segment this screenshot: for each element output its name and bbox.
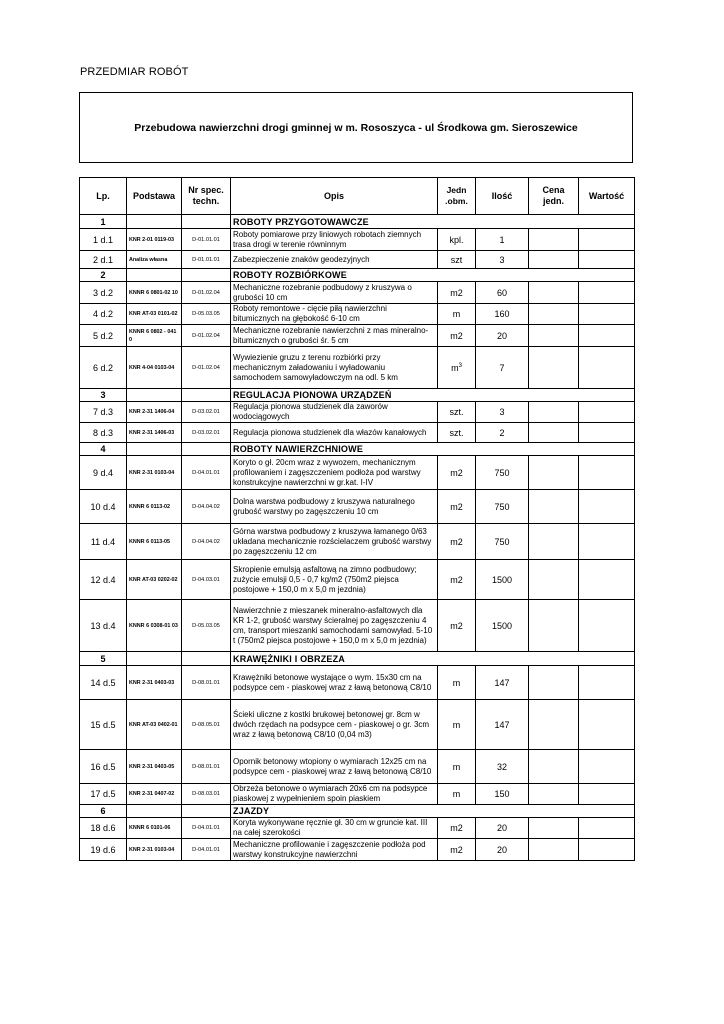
item-opis: Wywiezienie gruzu z terenu rozbiórki przy mechanicznym załadowaniu i wyładowaniu samochodem samowyładowczym na odl. 5 km (231, 347, 438, 389)
item-nr-spec: D-01.02.04 (182, 347, 231, 389)
item-cena (529, 423, 579, 443)
item-podstawa: KNR 2-31 0403-03 (127, 666, 182, 700)
item-opis: Krawężniki betonowe wystające o wym. 15x30 cm na podsypce cem - piaskowej wraz z ławą betonową C8/10 (231, 666, 438, 700)
item-nr-spec: D-01.01.01 (182, 229, 231, 251)
section-title: ROBOTY NAWIERZCHNIOWE (231, 443, 635, 456)
item-opis: Nawierzchnie z mieszanek mineralno-asfaltowych dla KR 1-2, grubość warstwy ścieralnej po zagęszczeniu 4 cm, transport mieszanki samochodami samowyład. 5-10 t (750m2 piejsca postojowe + 150,0 m x 5,0 m jezdnia) (231, 600, 438, 652)
item-nr-spec: D-04.03.01 (182, 560, 231, 600)
item-lp: 13 d.4 (80, 600, 127, 652)
item-podstawa: KNR 2-31 0103-04 (127, 456, 182, 490)
section-nr-cell (182, 805, 231, 818)
item-jedn-text: m (452, 677, 461, 688)
item-wartosc (579, 818, 635, 839)
table-row (80, 304, 635, 325)
item-wartosc (579, 666, 635, 700)
item-jedn (438, 524, 476, 560)
item-wartosc (579, 600, 635, 652)
item-jedn (438, 229, 476, 251)
section-row (80, 269, 635, 282)
item-podstawa: KNNR 6 0802 - 0410 (127, 325, 182, 347)
item-ilosc: 20 (476, 818, 529, 839)
item-jedn-text: m2 (450, 501, 463, 512)
item-cena (529, 490, 579, 524)
section-nr-cell (182, 443, 231, 456)
item-ilosc: 1 (476, 229, 529, 251)
item-opis: Roboty remontowe - cięcie piłą nawierzchni bitumicznych na głębokość 6-10 cm (231, 304, 438, 325)
item-ilosc: 750 (476, 490, 529, 524)
section-podstawa-cell (127, 805, 182, 818)
item-podstawa: KNR 2-01 0119-03 (127, 229, 182, 251)
item-jedn (438, 818, 476, 839)
item-wartosc (579, 423, 635, 443)
item-jedn-text: m2 (450, 330, 463, 341)
table-row (80, 560, 635, 600)
table-row (80, 524, 635, 560)
item-nr-spec: D-08.01.01 (182, 666, 231, 700)
item-cena (529, 304, 579, 325)
project-title: Przebudowa nawierzchni drogi gminnej w m. Rososzyca - ul Środkowa gm. Sieroszewice (134, 121, 578, 134)
item-wartosc (579, 251, 635, 269)
item-ilosc: 3 (476, 402, 529, 423)
item-ilosc: 1500 (476, 560, 529, 600)
item-wartosc (579, 784, 635, 805)
item-ilosc: 20 (476, 325, 529, 347)
item-cena (529, 666, 579, 700)
item-opis: Koryto o gł. 20cm wraz z wywozem, mechanicznym profilowaniem i zagęszczeniem podłoża pod warstwy konstrukcyjne nawierzchni w gr.kat. I-IV (231, 456, 438, 490)
item-opis: Górna warstwa podbudowy z kruszywa łamanego 0/63 układana mechanicznie rozścielaczem grubość warstwy po zagęszczeniu 12 cm (231, 524, 438, 560)
item-podstawa: KNR 4-04 0103-04 (127, 347, 182, 389)
item-opis: Roboty pomiarowe przy liniowych robotach ziemnych trasa drogi w terenie równinnym (231, 229, 438, 251)
item-wartosc (579, 282, 635, 304)
section-title: ZJAZDY (231, 805, 635, 818)
table-row (80, 347, 635, 389)
item-lp: 12 d.4 (80, 560, 127, 600)
item-jedn-text: m (452, 719, 461, 730)
item-ilosc: 3 (476, 251, 529, 269)
item-opis: Regulacja pionowa studzienek dla zaworów wodociągowych (231, 402, 438, 423)
item-nr-spec: D-01.01.01 (182, 251, 231, 269)
item-jedn (438, 839, 476, 861)
section-number: 1 (80, 215, 127, 229)
item-lp: 8 d.3 (80, 423, 127, 443)
header-jedn-line1: Jedn (446, 185, 467, 195)
section-nr-cell (182, 652, 231, 666)
header-cena-line1: Cena (542, 185, 565, 195)
item-wartosc (579, 304, 635, 325)
item-wartosc (579, 229, 635, 251)
item-jedn (438, 282, 476, 304)
item-podstawa: KNR AT-03 0101-02 (127, 304, 182, 325)
item-wartosc (579, 347, 635, 389)
table-row (80, 423, 635, 443)
section-podstawa-cell (127, 269, 182, 282)
section-nr-cell (182, 215, 231, 229)
item-podstawa: KNNR 6 0308-01 03 (127, 600, 182, 652)
section-row (80, 443, 635, 456)
item-cena (529, 251, 579, 269)
project-title-box (79, 92, 633, 163)
item-cena (529, 818, 579, 839)
item-opis: Obrzeża betonowe o wymiarach 20x6 cm na podsypce piaskowej z wypełnieniem spoin piaskiem (231, 784, 438, 805)
item-nr-spec: D-05.03.05 (182, 600, 231, 652)
item-cena (529, 325, 579, 347)
table-row (80, 750, 635, 784)
item-cena (529, 700, 579, 750)
table-row (80, 839, 635, 861)
item-podstawa: KNR 2-31 0103-04 (127, 839, 182, 861)
item-opis: Opornik betonowy wtopiony o wymiarach 12x25 cm na podsypce cem - piaskowej wraz z ławą betonową C8/10 (231, 750, 438, 784)
item-jedn (438, 402, 476, 423)
table-row (80, 700, 635, 750)
item-jedn-text: szt (450, 254, 463, 265)
item-opis: Mechaniczne rozebranie nawierzchni z mas mineralno- bitumicznych o grubości śr. 5 cm (231, 325, 438, 347)
item-nr-spec: D-04.01.01 (182, 456, 231, 490)
item-lp: 2 d.1 (80, 251, 127, 269)
table-row (80, 229, 635, 251)
section-title: ROBOTY PRZYGOTOWAWCZE (231, 215, 635, 229)
item-wartosc (579, 490, 635, 524)
item-cena (529, 402, 579, 423)
item-lp: 7 d.3 (80, 402, 127, 423)
item-jedn-text: m2 (450, 574, 463, 585)
bill-of-quantities-table (79, 177, 635, 861)
item-ilosc: 147 (476, 700, 529, 750)
item-opis: Mechaniczne rozebranie podbudowy z kruszywa o grubości 10 cm (231, 282, 438, 304)
item-cena (529, 347, 579, 389)
item-jedn (438, 784, 476, 805)
item-nr-spec: D-08.05.01 (182, 700, 231, 750)
item-nr-spec: D-04.01.01 (182, 839, 231, 861)
item-jedn (438, 666, 476, 700)
item-lp: 10 d.4 (80, 490, 127, 524)
item-cena (529, 600, 579, 652)
item-opis: Ścieki uliczne z kostki brukowej betonowej gr. 8cm w dwóch rzędach na podsypce cem - piaskowej o gr. 3cm wraz z ławą betonową C8/10 (0,04 m3) (231, 700, 438, 750)
item-wartosc (579, 402, 635, 423)
header-cena (529, 178, 579, 215)
header-jedn (438, 178, 476, 215)
item-lp: 6 d.2 (80, 347, 127, 389)
item-lp: 9 d.4 (80, 456, 127, 490)
item-jedn-text: m2 (450, 536, 463, 547)
header-wartosc: Wartość (579, 178, 635, 215)
item-lp: 14 d.5 (80, 666, 127, 700)
item-wartosc (579, 700, 635, 750)
item-wartosc (579, 456, 635, 490)
item-wartosc (579, 524, 635, 560)
item-nr-spec: D-03.02.01 (182, 402, 231, 423)
table-row (80, 456, 635, 490)
item-ilosc: 1500 (476, 600, 529, 652)
section-nr-cell (182, 389, 231, 402)
item-nr-spec: D-05.03.05 (182, 304, 231, 325)
header-nr-spec-line1: Nr spec. (188, 185, 224, 195)
item-jedn (438, 490, 476, 524)
item-ilosc: 7 (476, 347, 529, 389)
item-podstawa: KNR 2-31 0407-02 (127, 784, 182, 805)
table-row (80, 600, 635, 652)
table-row (80, 282, 635, 304)
section-row (80, 652, 635, 666)
item-ilosc: 20 (476, 839, 529, 861)
item-podstawa: Analiza własna (127, 251, 182, 269)
section-podstawa-cell (127, 215, 182, 229)
section-title: ROBOTY ROZBIÓRKOWE (231, 269, 635, 282)
item-ilosc: 32 (476, 750, 529, 784)
item-jedn (438, 423, 476, 443)
section-title: KRAWĘŻNIKI I OBRZEZA (231, 652, 635, 666)
item-jedn-text: m (452, 309, 461, 319)
item-lp: 3 d.2 (80, 282, 127, 304)
item-podstawa: KNR AT-03 0202-02 (127, 560, 182, 600)
section-podstawa-cell (127, 389, 182, 402)
item-jedn-text: szt. (449, 407, 464, 417)
item-jedn (438, 456, 476, 490)
item-jedn-text: m (451, 362, 459, 373)
item-lp: 5 d.2 (80, 325, 127, 347)
table-row (80, 325, 635, 347)
item-jedn (438, 600, 476, 652)
item-wartosc (579, 325, 635, 347)
item-opis: Skropienie emulsją asfaltową na zimno podbudowy; zużycie emulsji 0,5 - 0,7 kg/m2 (750m2 piejsca postojowe + 150,0 m x 5,0 m jezdnia) (231, 560, 438, 600)
item-ilosc: 60 (476, 282, 529, 304)
section-row (80, 805, 635, 818)
item-podstawa: KNNR 6 0113-05 (127, 524, 182, 560)
item-opis: Mechaniczne profilowanie i zagęszczenie podłoża pod warstwy konstrukcyjne nawierzchni (231, 839, 438, 861)
item-jedn (438, 700, 476, 750)
item-ilosc: 750 (476, 456, 529, 490)
table-row (80, 784, 635, 805)
item-lp: 4 d.2 (80, 304, 127, 325)
item-lp: 17 d.5 (80, 784, 127, 805)
item-jedn (438, 347, 476, 389)
item-cena (529, 839, 579, 861)
table-body (80, 215, 635, 861)
item-podstawa: KNR AT-03 0402-01 (127, 700, 182, 750)
item-ilosc: 150 (476, 784, 529, 805)
section-row (80, 215, 635, 229)
item-jedn (438, 251, 476, 269)
item-wartosc (579, 750, 635, 784)
item-nr-spec: D-04.04.02 (182, 490, 231, 524)
section-podstawa-cell (127, 652, 182, 666)
item-wartosc (579, 560, 635, 600)
section-title: REGULACJA PIONOWA URZĄDZEŃ (231, 389, 635, 402)
header-ilosc: Ilość (476, 178, 529, 215)
header-podstawa: Podstawa (127, 178, 182, 215)
item-podstawa: KNR 2-31 0403-05 (127, 750, 182, 784)
item-nr-spec: D-04.01.01 (182, 818, 231, 839)
item-cena (529, 282, 579, 304)
item-nr-spec: D-01.02.04 (182, 325, 231, 347)
item-jedn-text: szt. (449, 427, 464, 438)
item-jedn-text: m2 (450, 823, 463, 833)
item-lp: 15 d.5 (80, 700, 127, 750)
item-jedn (438, 560, 476, 600)
item-jedn-exponent: 3 (458, 362, 462, 369)
item-opis: Regulacja pionowa studzienek dla włazów kanałowych (231, 423, 438, 443)
item-ilosc: 147 (476, 666, 529, 700)
section-number: 6 (80, 805, 127, 818)
item-lp: 16 d.5 (80, 750, 127, 784)
item-cena (529, 229, 579, 251)
item-jedn-text: m (452, 761, 461, 772)
item-cena (529, 456, 579, 490)
item-jedn (438, 304, 476, 325)
item-nr-spec: D-04.04.02 (182, 524, 231, 560)
header-nr-spec-line2: techn. (192, 196, 220, 206)
item-lp: 11 d.4 (80, 524, 127, 560)
item-jedn-text: m (452, 789, 461, 799)
header-nr-spec (182, 178, 231, 215)
item-nr-spec: D-03.02.01 (182, 423, 231, 443)
item-jedn (438, 750, 476, 784)
item-podstawa: KNR 2-31 1406-03 (127, 423, 182, 443)
header-opis: Opis (231, 178, 438, 215)
item-wartosc (579, 839, 635, 861)
item-jedn-text: kpl. (449, 234, 464, 245)
table-row (80, 666, 635, 700)
table-row (80, 818, 635, 839)
header-jedn-line2: .obm. (445, 196, 468, 206)
item-nr-spec: D-01.02.04 (182, 282, 231, 304)
table-row (80, 251, 635, 269)
item-lp: 18 d.6 (80, 818, 127, 839)
item-cena (529, 560, 579, 600)
item-podstawa: KNNR 6 0113-02 (127, 490, 182, 524)
item-jedn-text: m2 (450, 844, 463, 855)
item-cena (529, 524, 579, 560)
table-header-row (80, 178, 635, 215)
section-row (80, 389, 635, 402)
item-opis: Koryta wykonywane ręcznie gł. 30 cm w gruncie kat. III na całej szerokości (231, 818, 438, 839)
section-number: 5 (80, 652, 127, 666)
item-cena (529, 784, 579, 805)
item-podstawa: KNNR 6 0801-02 10 (127, 282, 182, 304)
table-row (80, 490, 635, 524)
item-opis: Zabezpieczenie znaków geodezyjnych (231, 251, 438, 269)
item-ilosc: 750 (476, 524, 529, 560)
item-jedn-text: m2 (450, 620, 463, 631)
section-number: 4 (80, 443, 127, 456)
table-row (80, 402, 635, 423)
item-nr-spec: D-08.03.01 (182, 784, 231, 805)
header-lp: Lp. (80, 178, 127, 215)
section-podstawa-cell (127, 443, 182, 456)
document-heading: PRZEDMIAR ROBÓT (80, 66, 189, 78)
item-podstawa: KNNR 6 0101-06 (127, 818, 182, 839)
item-opis: Dolna warstwa podbudowy z kruszywa naturalnego grubość warstwy po zagęszczeniu 10 cm (231, 490, 438, 524)
item-lp: 1 d.1 (80, 229, 127, 251)
item-ilosc: 160 (476, 304, 529, 325)
item-jedn (438, 325, 476, 347)
item-lp: 19 d.6 (80, 839, 127, 861)
section-nr-cell (182, 269, 231, 282)
item-jedn-text: m2 (450, 467, 463, 478)
item-jedn-text: m2 (450, 287, 463, 298)
header-cena-line2: jedn. (542, 196, 564, 206)
item-nr-spec: D-08.01.01 (182, 750, 231, 784)
item-podstawa: KNR 2-31 1406-04 (127, 402, 182, 423)
item-cena (529, 750, 579, 784)
section-number: 2 (80, 269, 127, 282)
section-number: 3 (80, 389, 127, 402)
item-ilosc: 2 (476, 423, 529, 443)
